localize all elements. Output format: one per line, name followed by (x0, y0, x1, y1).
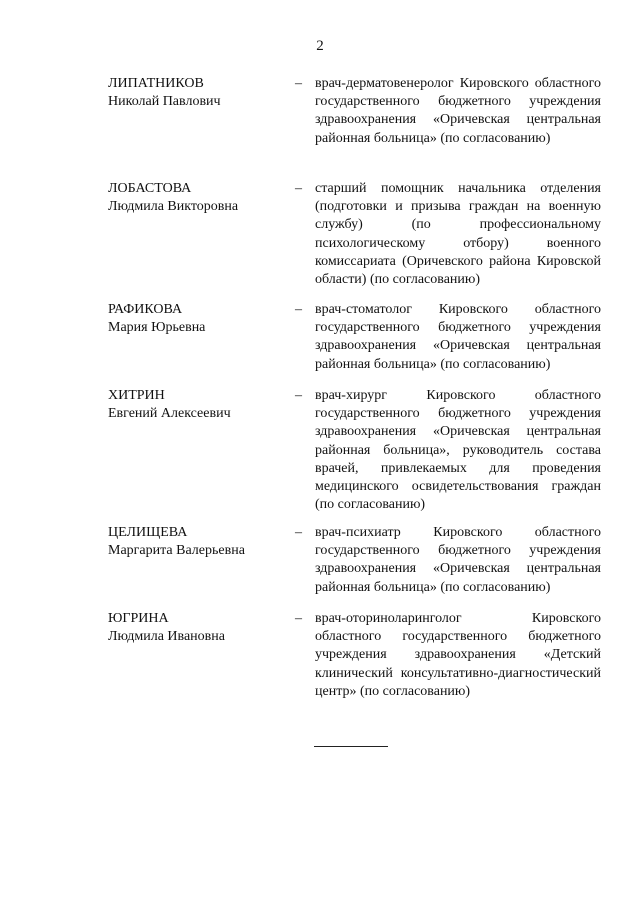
member-given-names: Людмила Викторовна (108, 199, 239, 215)
entry-dash: – (295, 181, 302, 196)
member-surname: ХИТРИН (108, 388, 165, 403)
entry-dash: – (295, 611, 302, 626)
member-given-names: Маргарита Валерьевна (108, 543, 245, 559)
member-role: врач-стоматолог Кировского областного государственного бюджетного учреждения здравоохранения «Оричевская центральная районная больница» (по согласованию) (315, 302, 601, 372)
entry-dash: – (295, 388, 302, 403)
member-role: врач-оториноларинголог Кировского областного государственного бюджетного учреждения здравоохранения «Детский клинический консультативно-диагностический центр» (по согласованию) (315, 611, 601, 699)
member-surname: ЮГРИНА (108, 611, 169, 626)
member-name (108, 75, 283, 111)
member-given-names: Людмила Ивановна (108, 629, 225, 645)
member-name (108, 524, 283, 560)
member-surname: ЛИПАТНИКОВ (108, 76, 204, 91)
member-role: врач-хирург Кировского областного государственного бюджетного учреждения здравоохранения «Оричевская центральная районная больница», руководитель состава врачей, привлекаемых для проведения медицинского освидетельствования граждан (по согласованию) (315, 388, 601, 513)
member-surname: ЛОБАСТОВА (108, 181, 192, 196)
member-surname: ЦЕЛИЩЕВА (108, 525, 188, 540)
entry-dash: – (295, 525, 302, 540)
member-given-names: Евгений Алексеевич (108, 406, 231, 422)
member-role: врач-дерматовенеролог Кировского областного государственного бюджетного учреждения здравоохранения «Оричевская центральная районная больница» (по согласованию) (315, 76, 601, 146)
member-given-names: Николай Павлович (108, 94, 221, 110)
closing-rule (314, 746, 388, 747)
member-name (108, 387, 283, 423)
member-name (108, 610, 283, 646)
member-role: врач-психиатр Кировского областного государственного бюджетного учреждения здравоохранения «Оричевская центральная районная больница» (по согласованию) (315, 525, 601, 595)
member-name (108, 180, 283, 216)
member-surname: РАФИКОВА (108, 302, 183, 317)
entry-dash: – (295, 302, 302, 317)
member-role: старший помощник начальника отделения (подготовки и призыва граждан на военную службу) (по профессиональному психологическому отбору) военного комиссариата (Оричевского района Кировской области) (по согласованию) (315, 181, 601, 288)
page-number: 2 (316, 38, 324, 54)
member-name (108, 301, 283, 337)
entry-dash: – (295, 76, 302, 91)
member-given-names: Мария Юрьевна (108, 320, 206, 336)
